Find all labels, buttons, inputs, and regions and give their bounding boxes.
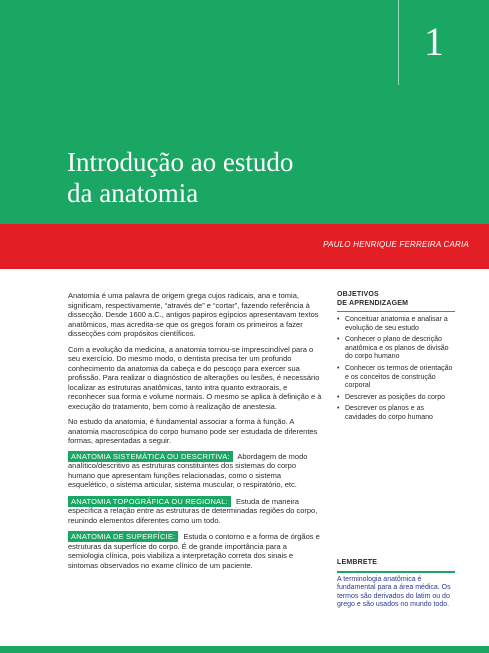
objectives-sidebar: [337, 291, 455, 426]
objective-item: • Conhecer o plano de descrição anatômica e os planos de divisão do corpo humano: [337, 336, 455, 362]
definition-term: ANATOMIA TOPOGRÁFICA OU REGIONAL:: [68, 496, 231, 507]
definition: [68, 452, 322, 490]
objective-item: • Conhecer os termos de orientação e os conceitos de construção corporal: [337, 365, 455, 391]
objectives-heading-line-2: DE APRENDIZAGEM: [337, 299, 409, 307]
definition-term: ANATOMIA SISTEMÁTICA OU DESCRITIVA:: [68, 451, 233, 462]
main-text: [68, 291, 322, 577]
paragraph: Anatomia é uma palavra de origem grega cujos radicais, ana e tomia, significam, respectivamente, “através de” e “cortar”, fazendo referência à dissecção. Desde 1600 a.C., antigos papiros egípcios apresentavam textos anatômicos, mas acredita-se que os gregos foram os primeiros a fazer dissecções com propósitos científicos.: [68, 291, 319, 338]
objectives-heading: [337, 291, 455, 312]
definition-text: Abordagem de modo analítico/descritivo as estruturas constituintes dos sistemas do corpo humano que apresentam funções relacionadas, como o sistema esquelético, o sistema articular, sistema muscular, o respiratório, etc.: [68, 451, 308, 489]
objective-item: • Descrever as posições do corpo: [337, 394, 455, 403]
lembrete-heading: LEMBRETE: [337, 559, 455, 573]
author-name: PAULO HENRIQUE FERREIRA CARIA: [323, 240, 469, 249]
lembrete-box: [337, 559, 455, 610]
paragraph: Com a evolução da medicina, a anatomia tornou-se imprescindível para o seu exercício. Do mesmo modo, o dentista precisa ter um profundo conhecimento da anatomia da cabeça e do pescoço para exercer sua profissão. Para realizar o diagnóstico de alterações ou lesões, é necessário localizar as estruturas anatômicas, tanto intra quanto extraorais, e reconhecer sua forma e volume normais. O mesmo se aplica à definição e à execução do tratamento, bem como à realização de anestesia.: [68, 344, 322, 411]
paragraph: No estudo da anatomia, é fundamental associar a forma à função. A anatomia macroscópica do corpo humano pode ser estudada de diferentes formas, apresentadas a seguir.: [68, 417, 318, 445]
chapter-title-line-2: da anatomia: [67, 178, 199, 208]
definition: [68, 497, 322, 526]
definition-text: Estuda o contorno e a forma de órgãos e estruturas da superfície do corpo. É de grande importância para a semiologia clínica, pois viabiliza a interpretação correta dos sinais e sintomas observados no exame clínico de um paciente.: [68, 532, 320, 570]
lembrete-text: A terminologia anatômica é fundamental para a área médica. Os termos são derivados do latim ou do grego e são usados no mundo todo.: [337, 575, 451, 609]
chapter-title: [67, 147, 387, 209]
objective-item: • Conceituar anatomia e analisar a evolução de seu estudo: [337, 316, 455, 333]
objective-item: • Descrever os planos e as cavidades do corpo humano: [337, 405, 455, 422]
definition-text: Estuda de maneira específica a relação entre as estruturas de determinadas regiões do corpo, reunindo elementos diferentes como um todo.: [68, 496, 318, 525]
definition: [68, 532, 322, 570]
definition-term: ANATOMIA DE SUPERFÍCIE:: [68, 531, 178, 542]
chapter-title-line-1: Introdução ao estudo: [67, 147, 294, 177]
objectives-heading-line-1: OBJETIVOS: [337, 291, 379, 298]
content-area: [0, 269, 489, 649]
chapter-number: 1: [424, 19, 444, 64]
bottom-strip: [0, 646, 489, 653]
author-bar: [0, 224, 489, 269]
objectives-list: [337, 316, 455, 423]
